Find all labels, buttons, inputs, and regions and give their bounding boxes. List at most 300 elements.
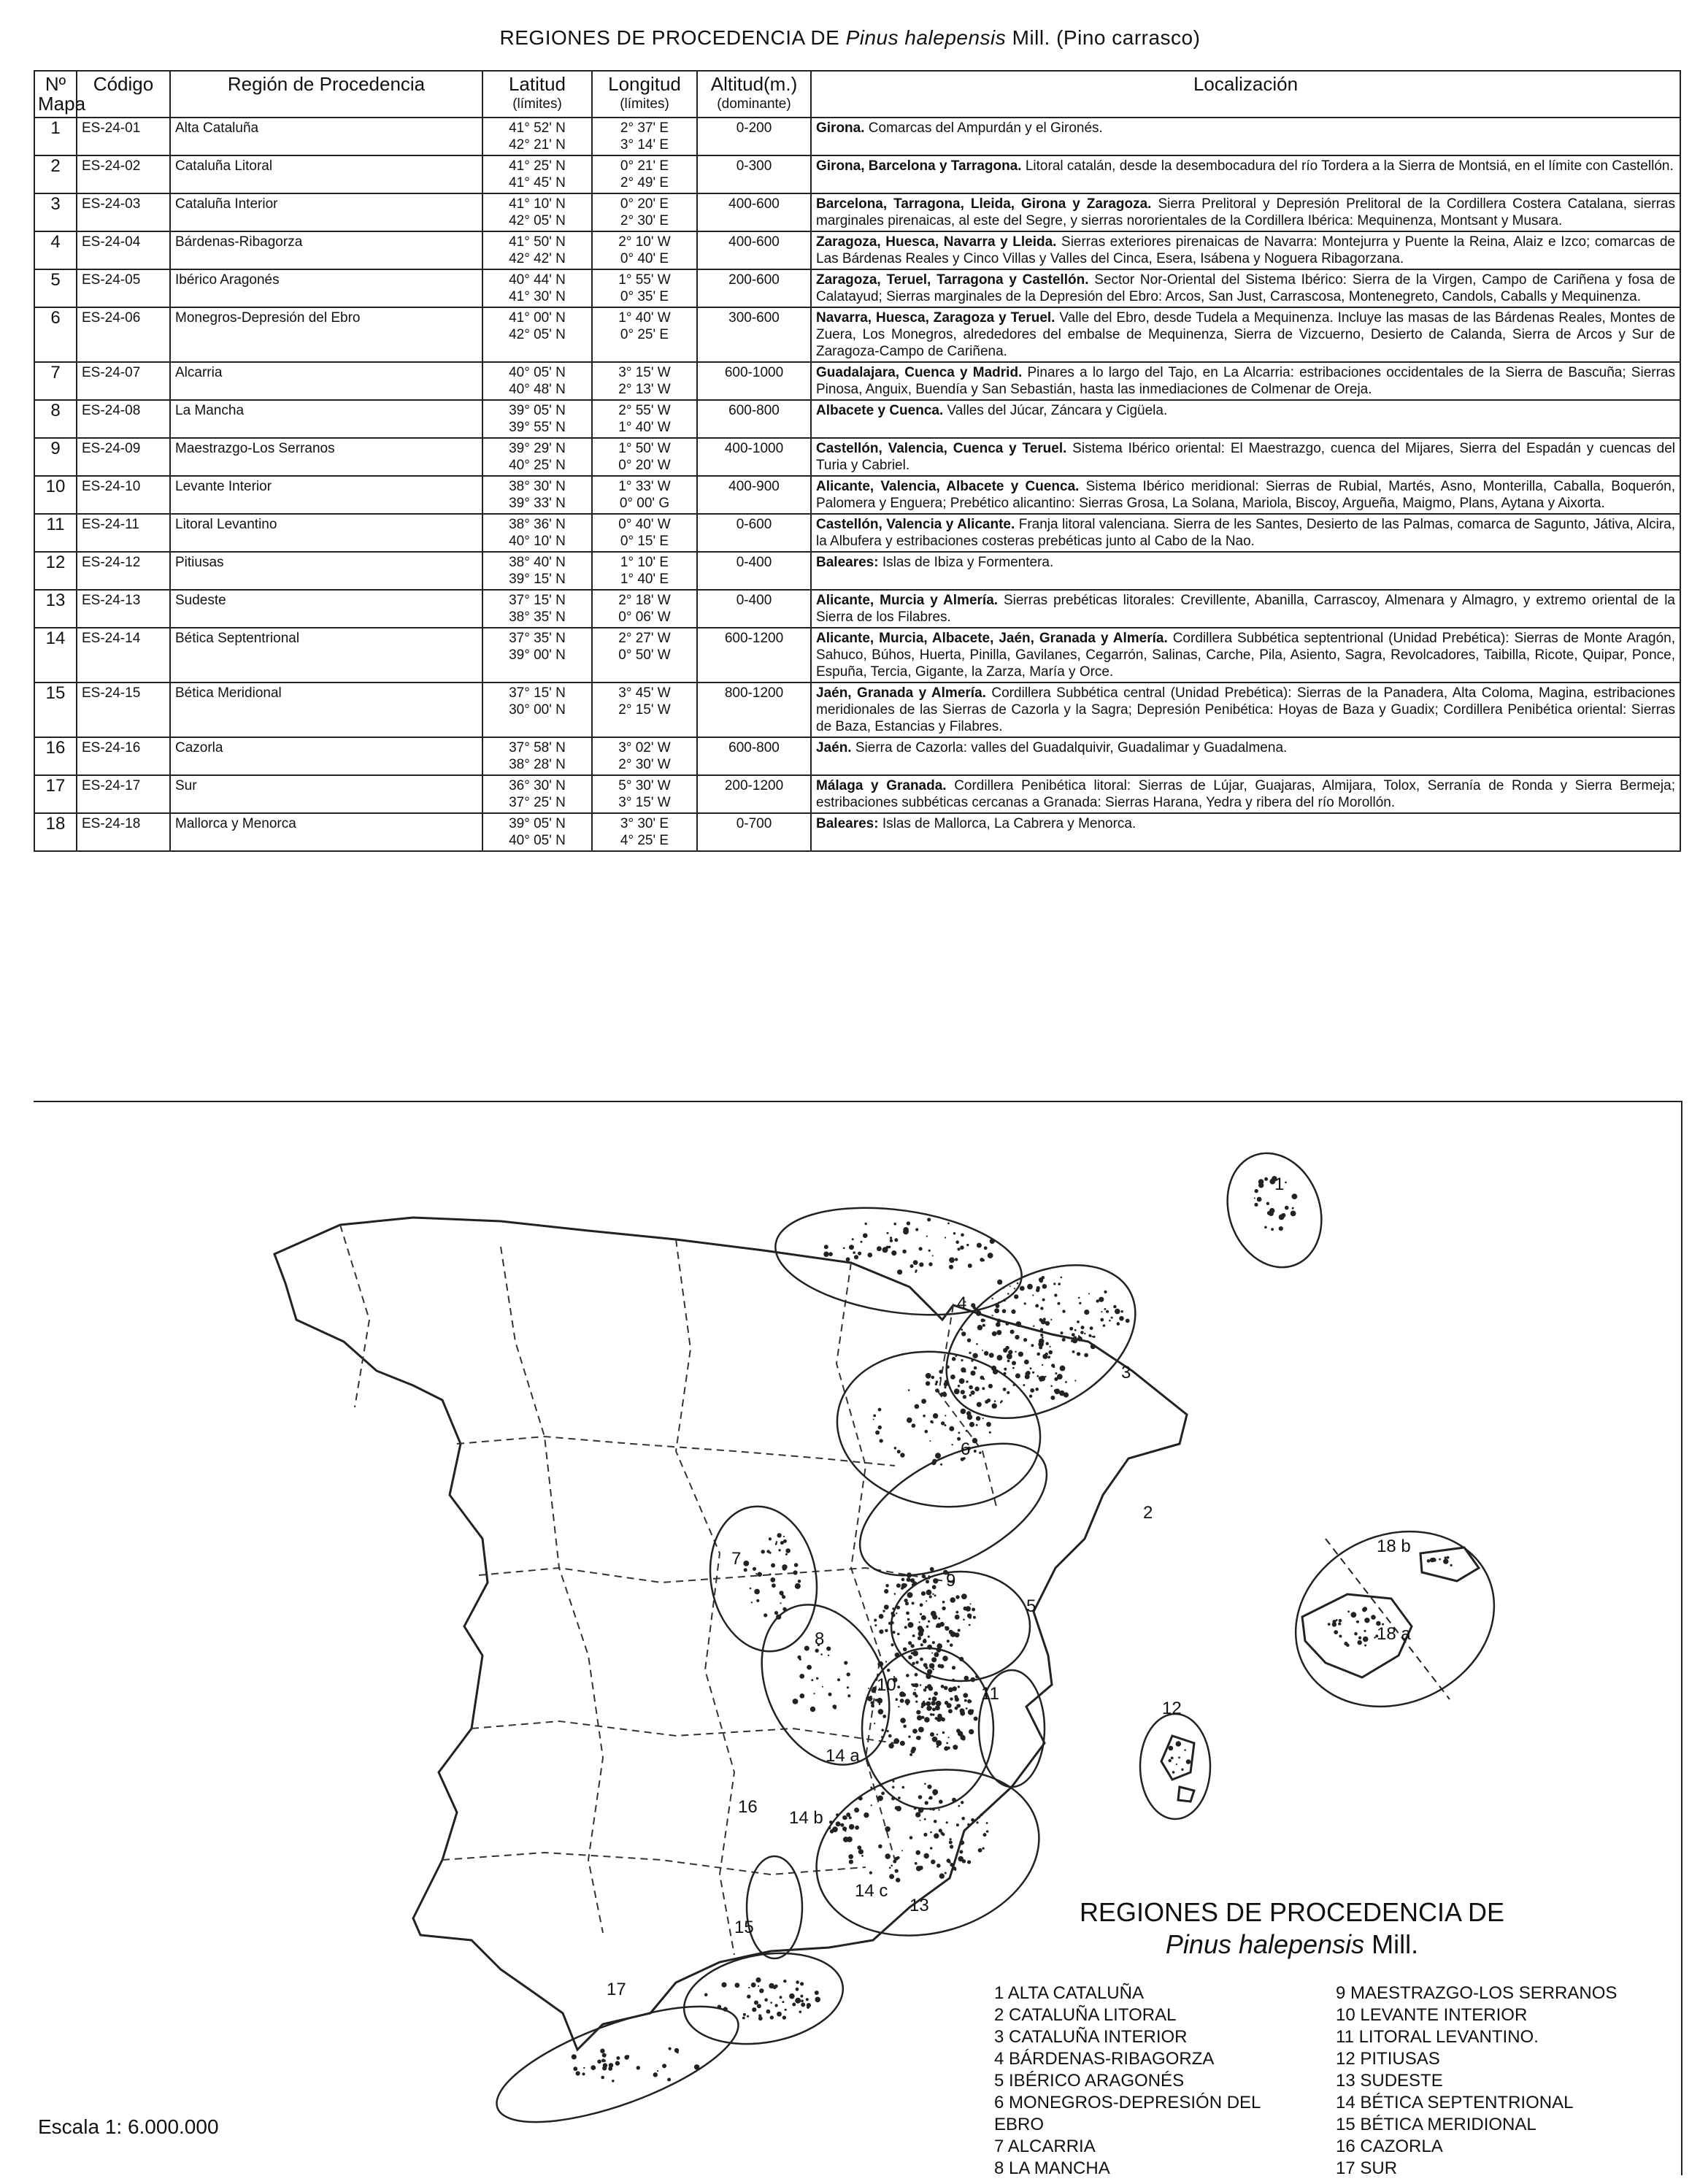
pine-stand-dot <box>1024 1360 1029 1365</box>
cell-lat: 40° 44' N 41° 30' N <box>482 269 592 307</box>
pine-stand-dot <box>921 1615 926 1620</box>
pine-stand-dot <box>1027 1284 1033 1290</box>
pine-stand-dot <box>885 1606 887 1608</box>
cell-localization: Jaén. Sierra de Cazorla: valles del Guadalquivir, Guadalimar y Guadalmena. <box>811 737 1680 775</box>
pine-stand-dot <box>799 1674 804 1679</box>
cell-localization: Baleares: Islas de Mallorca, La Cabrera y Menorca. <box>811 813 1680 851</box>
pine-stand-dot <box>885 1853 891 1859</box>
legend-title-line2: Pinus halepensis Mill. <box>1165 1929 1419 1959</box>
pine-stand-dot <box>949 1265 953 1269</box>
pine-stand-dot <box>815 1997 820 2003</box>
island-outline <box>1178 1787 1194 1802</box>
pine-stand-dot <box>907 1572 912 1577</box>
pine-stand-dot <box>977 1325 982 1330</box>
pine-stand-dot <box>942 1601 945 1604</box>
pine-stand-dot <box>1012 1361 1016 1365</box>
table-row <box>34 813 1680 851</box>
pine-stand-dot <box>1091 1336 1093 1337</box>
cell-num: 7 <box>34 362 77 400</box>
cell-localization: Guadalajara, Cuenca y Madrid. Pinares a lo largo del Tajo, en La Alcarria: estribaciones occidentales de la Sierra de Bascuña; Sierras Pinosa, Anguix, Buendía y San Sebastián, hasta las inmediaciones de Colmenar de Oreja. <box>811 362 1680 400</box>
pine-stand-dot <box>844 1661 847 1664</box>
pine-stand-dot <box>969 1352 971 1354</box>
pine-stand-dot <box>1336 1619 1338 1621</box>
pine-stand-dot <box>1012 1367 1015 1369</box>
pine-stand-dot <box>903 1647 907 1652</box>
pine-stand-dot <box>988 1384 993 1388</box>
pine-stand-dot <box>974 1387 980 1392</box>
cell-lon: 0° 20' E 2° 30' E <box>592 193 697 231</box>
pine-stand-dot <box>954 1388 960 1394</box>
cell-code: ES-24-17 <box>77 775 170 813</box>
pine-stand-dot <box>1447 1556 1450 1559</box>
pine-stand-dot <box>897 1856 900 1859</box>
cell-num: 8 <box>34 400 77 438</box>
pine-stand-dot <box>960 1245 964 1250</box>
pine-stand-dot <box>914 1807 917 1810</box>
pine-stand-dot <box>1042 1364 1043 1366</box>
pine-stand-dot <box>783 1980 786 1983</box>
pine-stand-dot <box>667 2078 671 2082</box>
pine-stand-dot <box>918 1807 923 1812</box>
pine-stand-dot <box>751 1602 753 1603</box>
cell-lon: 1° 10' E 1° 40' E <box>592 552 697 590</box>
cell-region: Pitiusas <box>170 552 482 590</box>
pine-stand-dot <box>882 1715 886 1718</box>
cell-num: 3 <box>34 193 77 231</box>
region-boundary <box>769 1193 1028 1329</box>
pine-stand-dot <box>816 1677 818 1680</box>
cell-region: Sudeste <box>170 590 482 628</box>
pine-stand-dot <box>807 2003 811 2007</box>
pine-stand-dot <box>789 1993 795 1999</box>
pine-stand-dot <box>887 1232 889 1234</box>
pine-stand-dot <box>970 1603 972 1604</box>
pine-stand-dot <box>989 1431 991 1434</box>
region-label: 8 <box>815 1629 825 1649</box>
pine-stand-dot <box>894 1593 896 1595</box>
table-row <box>34 231 1680 269</box>
pine-stand-dot <box>769 1573 772 1575</box>
pine-stand-dot <box>1014 1288 1015 1289</box>
pine-stand-dot <box>888 1743 893 1748</box>
pine-stand-dot <box>920 1820 921 1821</box>
pine-stand-dot <box>1040 1334 1043 1337</box>
cell-lon: 0° 21' E 2° 49' E <box>592 155 697 193</box>
pine-stand-dot <box>931 1421 934 1423</box>
pine-stand-dot <box>958 1805 960 1807</box>
pine-stand-dot <box>988 1253 993 1258</box>
legend-item: 6 MONEGROS-DEPRESIÓN DEL <box>994 2093 1261 2112</box>
pine-stand-dot <box>890 1237 892 1239</box>
pine-stand-dot <box>757 2004 761 2008</box>
cell-num: 2 <box>34 155 77 193</box>
pine-stand-dot <box>1003 1388 1007 1391</box>
region-label: 10 <box>877 1675 896 1695</box>
pine-stand-dot <box>927 1669 932 1674</box>
pine-stand-dot <box>792 2003 796 2007</box>
pine-stand-dot <box>828 1826 831 1829</box>
pine-stand-dot <box>967 1860 971 1864</box>
cell-lat: 39° 29' N 40° 25' N <box>482 438 592 476</box>
table-row <box>34 775 1680 813</box>
cell-num: 15 <box>34 682 77 737</box>
pine-stand-dot <box>896 1612 897 1614</box>
pine-stand-dot <box>1184 1749 1186 1751</box>
pine-stand-dot <box>889 1874 894 1879</box>
pine-stand-dot <box>941 1421 945 1425</box>
pine-stand-dot <box>847 1686 849 1688</box>
legend-item: 10 LEVANTE INTERIOR <box>1336 2005 1528 2025</box>
pine-stand-dot <box>952 1357 956 1361</box>
pine-stand-dot <box>942 1607 945 1610</box>
cell-lat: 41° 50' N 42° 42' N <box>482 231 592 269</box>
pine-stand-dot <box>928 1262 932 1266</box>
pine-stand-dot <box>743 2013 746 2016</box>
cell-region: Bárdenas-Ribagorza <box>170 231 482 269</box>
pine-stand-dot <box>766 2010 771 2014</box>
cell-localization: Zaragoza, Teruel, Tarragona y Castellón. Sector Nor-Oriental del Sistema Ibérico: Sierra de la Virgen, Campo de Cariñena y fosa de Calatayud; Sierras marginales de la Depresión del Ebro: Arcos, San Just, Carrascosa, Montenegreto, Candols, Caballs y Mequinenza. <box>811 269 1680 307</box>
pine-stand-dot <box>946 1821 948 1823</box>
pine-stand-dot <box>936 1624 939 1626</box>
cell-localization: Girona, Barcelona y Tarragona. Litoral catalán, desde la desembocadura del río Tordera a la Sierra de Montsiá, en el límite con Castellón. <box>811 155 1680 193</box>
region-label: 12 <box>1162 1699 1182 1718</box>
pine-stand-dot <box>908 1622 914 1628</box>
pine-stand-dot <box>849 1824 855 1830</box>
pine-stand-dot <box>723 2007 728 2011</box>
pine-stand-dot <box>801 2002 805 2007</box>
pine-stand-dot <box>1072 1333 1075 1337</box>
pine-stand-dot <box>950 1631 956 1637</box>
pine-stand-dot <box>1036 1353 1040 1356</box>
pine-stand-dot <box>1009 1285 1011 1287</box>
pine-stand-dot <box>915 1850 920 1856</box>
pine-stand-dot <box>1003 1288 1004 1289</box>
pine-stand-dot <box>976 1416 980 1420</box>
pine-stand-dot <box>890 1239 893 1242</box>
pine-stand-dot <box>955 1595 959 1599</box>
pine-stand-dot <box>1015 1351 1016 1353</box>
pine-stand-dot <box>800 1995 803 1998</box>
pine-stand-dot <box>573 2066 577 2071</box>
pine-stand-dot <box>582 2072 585 2075</box>
pine-stand-dot <box>907 1703 909 1705</box>
region-boundary <box>747 1856 802 1958</box>
pine-stand-dot <box>957 1247 960 1250</box>
pine-stand-dot <box>908 1641 912 1645</box>
pine-stand-dot <box>929 1595 932 1598</box>
pine-stand-dot <box>1020 1286 1025 1291</box>
pine-stand-dot <box>576 2071 580 2075</box>
pine-stand-dot <box>694 2064 699 2069</box>
pine-stand-dot <box>907 1577 911 1582</box>
pine-stand-dot <box>1050 1385 1053 1388</box>
pine-stand-dot <box>936 1734 938 1735</box>
pine-stand-dot <box>744 1568 747 1572</box>
pine-stand-dot <box>925 1686 928 1689</box>
pine-stand-dot <box>807 1665 812 1670</box>
pine-stand-dot <box>917 1737 918 1738</box>
pine-stand-dot <box>1030 1388 1034 1393</box>
pine-stand-dot <box>849 1245 854 1250</box>
pine-stand-dot <box>853 1251 855 1254</box>
pine-stand-dot <box>1427 1559 1431 1563</box>
pine-stand-dot <box>877 1246 882 1251</box>
pine-stand-dot <box>950 1838 952 1840</box>
pine-stand-dot <box>897 1633 900 1636</box>
cell-code: ES-24-07 <box>77 362 170 400</box>
pine-stand-dot <box>982 1418 984 1419</box>
pine-stand-dot <box>1062 1310 1065 1312</box>
pine-stand-dot <box>912 1650 918 1656</box>
pine-stand-dot <box>774 2004 777 2007</box>
pine-stand-dot <box>932 1615 937 1620</box>
pine-stand-dot <box>996 1330 1001 1335</box>
pine-stand-dot <box>591 2065 596 2070</box>
pine-stand-dot <box>989 1353 994 1358</box>
pine-stand-dot <box>828 1252 833 1256</box>
pine-stand-dot <box>885 1826 891 1832</box>
pine-stand-dot <box>782 2015 786 2019</box>
pine-stand-dot <box>1026 1371 1030 1375</box>
pine-stand-dot <box>1371 1615 1376 1620</box>
pine-stand-dot <box>958 1685 960 1688</box>
pine-stand-dot <box>782 1595 785 1599</box>
pine-stand-dot <box>1117 1322 1120 1326</box>
pine-stand-dot <box>783 1539 787 1543</box>
cell-code: ES-24-10 <box>77 476 170 514</box>
pine-stand-dot <box>1101 1311 1102 1312</box>
legend-title <box>978 1896 1606 1961</box>
pine-stand-dot <box>992 1403 997 1408</box>
pine-stand-dot <box>1100 1318 1104 1322</box>
pine-stand-dot <box>918 1795 923 1799</box>
pine-stand-dot <box>1172 1771 1175 1774</box>
pine-stand-dot <box>915 1862 918 1865</box>
table-row <box>34 438 1680 476</box>
title-common-name: (Pino carrasco) <box>1056 26 1201 49</box>
table-row <box>34 307 1680 362</box>
pine-stand-dot <box>824 1245 828 1249</box>
cell-num: 6 <box>34 307 77 362</box>
pine-stand-dot <box>975 1675 978 1678</box>
pine-stand-dot <box>1038 1342 1044 1347</box>
cell-lon: 2° 27' W 0° 50' W <box>592 628 697 682</box>
cell-localization: Jaén, Granada y Almería. Cordillera Subbética central (Unidad Prebética): Sierras de la Panadera, Alta Coloma, Magina, estribaciones meridionales de las Sierras de Cazorla y la Sagra; Depresión Penibética: Hoyas de Baza y Guadix; Cordillera Penibética oriental: Sierras de Baza, Estancias y Filabres. <box>811 682 1680 737</box>
pine-stand-dot <box>941 1831 944 1834</box>
pine-stand-dot <box>1018 1352 1023 1357</box>
pine-stand-dot <box>771 1564 775 1568</box>
pine-stand-dot <box>885 1584 889 1588</box>
pine-stand-dot <box>918 1637 921 1640</box>
cell-lat: 37° 35' N 39° 00' N <box>482 628 592 682</box>
cell-lon: 5° 30' W 3° 15' W <box>592 775 697 813</box>
table-row <box>34 269 1680 307</box>
pine-stand-dot <box>1258 1183 1264 1188</box>
pine-stand-dot <box>971 1371 976 1376</box>
cell-alt: 600-800 <box>697 400 811 438</box>
cell-lat: 38° 36' N 40° 10' N <box>482 514 592 552</box>
pine-stand-dot <box>919 1262 923 1266</box>
pine-stand-dot <box>1109 1320 1111 1322</box>
pine-stand-dot <box>914 1683 918 1688</box>
pine-stand-dot <box>930 1440 931 1442</box>
cell-alt: 400-600 <box>697 193 811 231</box>
pine-stand-dot <box>984 1246 988 1250</box>
pine-stand-dot <box>915 1661 918 1664</box>
pine-stand-dot <box>1054 1377 1058 1381</box>
pine-stand-dot <box>976 1424 978 1426</box>
pine-stand-dot <box>1043 1318 1046 1320</box>
pine-stand-dot <box>750 1588 752 1590</box>
pine-stand-dot <box>891 1250 896 1256</box>
pine-stand-dot <box>967 1339 971 1342</box>
cell-code: ES-24-02 <box>77 155 170 193</box>
pine-stand-dot <box>931 1376 935 1380</box>
pine-stand-dot <box>986 1822 988 1824</box>
cell-num: 9 <box>34 438 77 476</box>
cell-lat: 40° 05' N 40° 48' N <box>482 362 592 400</box>
pine-stand-dot <box>1181 1769 1183 1771</box>
region-label: 18 a <box>1377 1624 1411 1644</box>
pine-stand-dot <box>961 1329 964 1331</box>
pine-stand-dot <box>976 1343 978 1345</box>
pine-stand-dot <box>915 1694 918 1697</box>
pine-stand-dot <box>875 1431 880 1435</box>
cell-code: ES-24-08 <box>77 400 170 438</box>
pine-stand-dot <box>878 1408 882 1412</box>
table-row <box>34 552 1680 590</box>
pine-stand-dot <box>952 1865 954 1867</box>
cell-region: Litoral Levantino <box>170 514 482 552</box>
pine-stand-dot <box>804 1646 809 1651</box>
pine-stand-dot <box>815 1649 819 1653</box>
document-title <box>0 26 1700 50</box>
map-scale: Escala 1: 6.000.000 <box>38 2115 219 2138</box>
pine-stand-dot <box>858 1796 863 1801</box>
pine-stand-dot <box>775 1543 777 1545</box>
pine-stand-dot <box>945 1872 947 1875</box>
pine-stand-dot <box>653 2072 658 2077</box>
pine-stand-dot <box>1035 1388 1039 1391</box>
pine-stand-dot <box>583 2067 585 2069</box>
cell-region: Bética Meridional <box>170 682 482 737</box>
pine-stand-dot <box>968 1264 972 1268</box>
pine-stand-dot <box>774 1611 778 1615</box>
pine-stand-dot <box>1013 1384 1015 1386</box>
pine-stand-dot <box>940 1464 942 1466</box>
pine-stand-dot <box>1111 1317 1113 1319</box>
cell-lon: 2° 55' W 1° 40' W <box>592 400 697 438</box>
pine-stand-dot <box>867 1696 872 1702</box>
pine-stand-dot <box>872 1704 874 1707</box>
pine-stand-dot <box>950 1845 953 1848</box>
table-header-row <box>34 71 1680 118</box>
pine-stand-dot <box>1030 1367 1032 1369</box>
pine-stand-dot <box>885 1629 888 1632</box>
pine-stand-dot <box>1005 1322 1009 1326</box>
pine-stand-dot <box>1023 1384 1025 1386</box>
table-row <box>34 362 1680 400</box>
pine-stand-dot <box>840 1823 844 1827</box>
pine-stand-dot <box>940 1392 944 1396</box>
pine-stand-dot <box>759 1988 764 1993</box>
cell-num: 16 <box>34 737 77 775</box>
table-row <box>34 118 1680 155</box>
pine-stand-dot <box>757 1572 762 1577</box>
pine-stand-dot <box>960 1711 965 1716</box>
cell-lon: 1° 40' W 0° 25' E <box>592 307 697 362</box>
region-label: 14 c <box>855 1881 888 1901</box>
pine-stand-dot <box>1073 1336 1077 1339</box>
region-boundary <box>1140 1714 1210 1819</box>
pine-stand-dot <box>601 2076 604 2080</box>
pine-stand-dot <box>932 1641 935 1644</box>
pine-stand-dot <box>934 1820 937 1823</box>
pine-stand-dot <box>976 1310 982 1316</box>
pine-stand-dot <box>842 1826 847 1831</box>
table-row <box>34 737 1680 775</box>
pine-stand-dot <box>718 2005 721 2009</box>
pine-stand-dot <box>864 1812 869 1818</box>
pine-stand-dot <box>951 1444 953 1445</box>
pine-stand-dot <box>946 1383 948 1385</box>
pine-stand-dot <box>832 1826 838 1832</box>
cell-code: ES-24-14 <box>77 628 170 682</box>
pine-stand-dot <box>952 1798 956 1802</box>
pine-stand-dot <box>843 1247 845 1250</box>
pine-stand-dot <box>932 1696 937 1702</box>
pine-stand-dot <box>918 1631 923 1637</box>
pine-stand-dot <box>982 1350 983 1351</box>
pine-stand-dot <box>785 1553 788 1556</box>
pine-stand-dot <box>636 2066 640 2069</box>
pine-stand-dot <box>955 1611 958 1614</box>
header-loc: Localización <box>811 71 1680 118</box>
pine-stand-dot <box>931 1701 935 1705</box>
cell-region: Bética Septentrional <box>170 628 482 682</box>
pine-stand-dot <box>870 1786 872 1788</box>
pine-stand-dot <box>1015 1335 1019 1339</box>
pine-stand-dot <box>1104 1308 1107 1310</box>
legend-item: 3 CATALUÑA INTERIOR <box>994 2027 1188 2047</box>
pine-stand-dot <box>926 1590 932 1596</box>
pine-stand-dot <box>878 1709 884 1715</box>
pine-stand-dot <box>952 1666 955 1669</box>
pine-stand-dot <box>677 2051 679 2053</box>
pine-stand-dot <box>1017 1283 1019 1285</box>
pine-stand-dot <box>1081 1326 1085 1329</box>
pine-stand-dot <box>815 1991 819 1995</box>
cell-code: ES-24-09 <box>77 438 170 476</box>
pine-stand-dot <box>974 1450 977 1453</box>
pine-stand-dot <box>1093 1336 1095 1338</box>
pine-stand-dot <box>944 1746 948 1750</box>
pine-stand-dot <box>1050 1319 1052 1320</box>
pine-stand-dot <box>1023 1338 1027 1342</box>
title-prefix: REGIONES DE PROCEDENCIA DE <box>499 26 840 49</box>
pine-stand-dot <box>1051 1364 1055 1367</box>
pine-stand-dot <box>927 1645 932 1650</box>
pine-stand-dot <box>909 1836 913 1839</box>
cell-region: Sur <box>170 775 482 813</box>
pine-stand-dot <box>1363 1607 1367 1611</box>
cell-lat: 41° 25' N 41° 45' N <box>482 155 592 193</box>
cell-alt: 0-400 <box>697 552 811 590</box>
pine-stand-dot <box>895 1653 900 1658</box>
pine-stand-dot <box>977 1243 982 1248</box>
pine-stand-dot <box>1062 1338 1066 1342</box>
pine-stand-dot <box>1285 1206 1289 1210</box>
